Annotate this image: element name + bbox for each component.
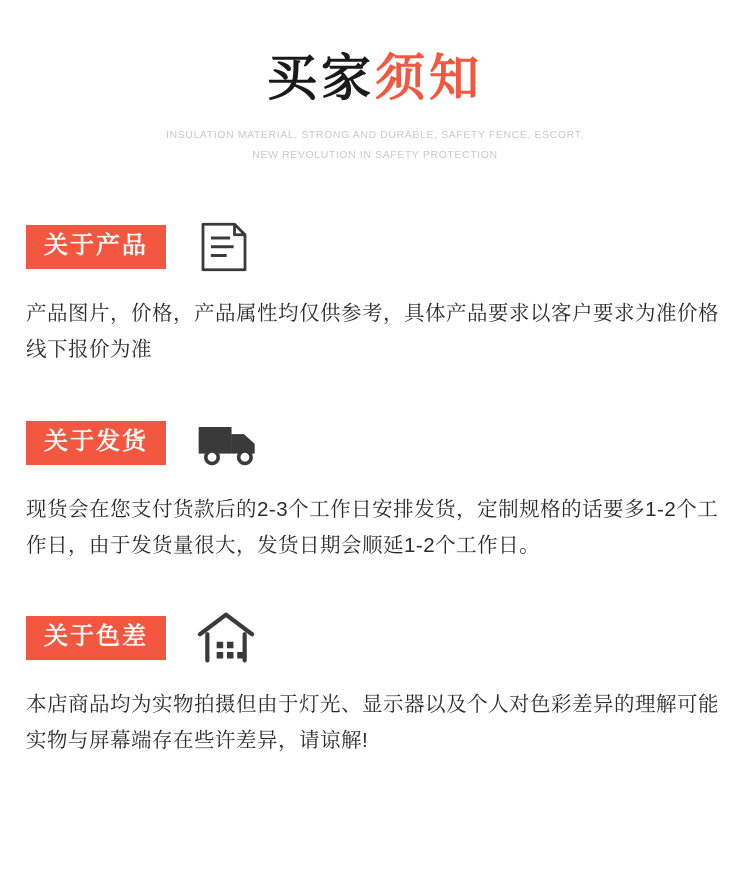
page-subtitle-line-2: NEW REVOLUTION IN SAFETY PROTECTION: [252, 148, 498, 161]
section-about-shipping: [0, 414, 750, 564]
section-tag-shipping: 关于发货: [26, 421, 166, 465]
section-text-shipping: 现货会在您支付货款后的2-3个工作日安排发货，定制规格的话要多1-2个工作日，由于发货量很大，发货日期会顺延1-2个工作日。: [26, 497, 719, 557]
section-header: [26, 609, 724, 667]
section-text-product: 产品图片，价格，产品属性均仅供参考，具体产品要求以客户要求为准价格线下报价为准: [26, 301, 719, 361]
section-about-product: [0, 218, 750, 368]
page-title: [0, 48, 750, 108]
truck-icon: [196, 414, 260, 472]
section-tag-product: 关于产品: [26, 225, 166, 269]
section-header: [26, 414, 724, 472]
section-header: [26, 218, 724, 276]
house-icon: [196, 609, 260, 667]
page-subtitle: [135, 126, 615, 166]
page-subtitle-line-1: INSULATION MATERIAL, STRONG AND DURABLE, SAFETY FENCE, ESCORT,: [166, 129, 584, 141]
section-text-color: 本店商品均为实物拍摄但由于灯光、显示器以及个人对色彩差异的理解可能实物与屏幕端存在些许差异，请谅解!: [26, 693, 719, 753]
section-about-color: [0, 609, 750, 759]
section-tag-color: 关于色差: [26, 616, 166, 660]
page-title-dark: 买家: [267, 50, 375, 106]
document-icon: [196, 218, 260, 276]
page-header: [0, 0, 750, 166]
page-title-accent: 须知: [375, 50, 483, 106]
